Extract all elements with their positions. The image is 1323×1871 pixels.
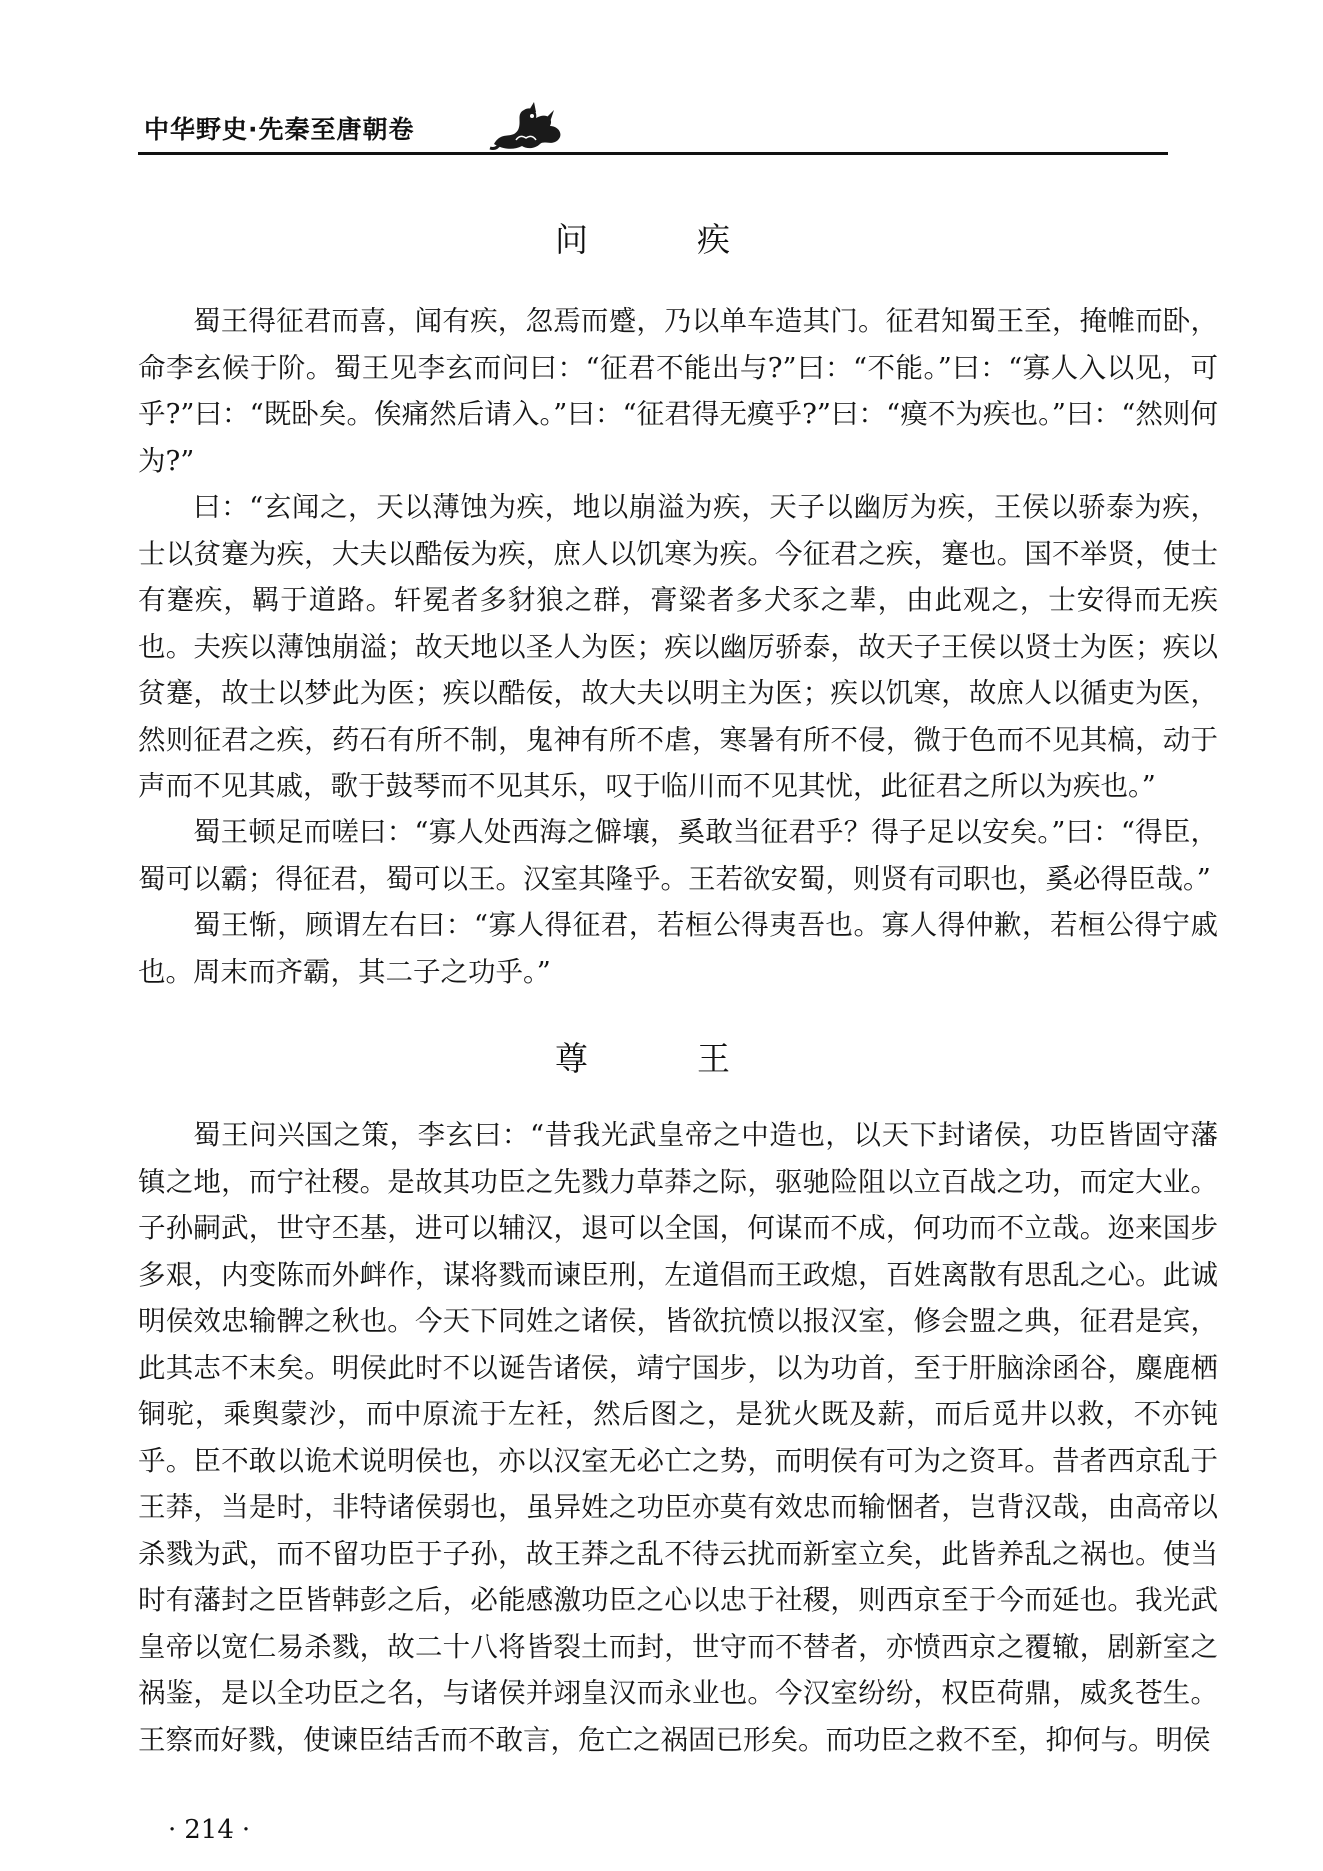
paragraph: 蜀王顿足而嗟曰：“寡人处西海之僻壤，奚敢当征君乎？得子足以安矣。”曰：“得臣，蜀可以霸；得征君，蜀可以王。汉室其隆乎。王若欲安蜀，则贤有司职也，奚必得臣哉。” xyxy=(138,816,1218,895)
dot-ornament: · xyxy=(168,1815,177,1845)
paragraph: 蜀王惭，顾谓左右曰：“寡人得征君，若桓公得夷吾也。寡人得仲歉，若桓公得宁戚也。周末而齐霸，其二子之功乎。” xyxy=(138,909,1218,988)
paragraph: 蜀王得征君而喜，闻有疾，忽焉而蹙，乃以单车造其门。征君知蜀王至，掩帷而卧，命李玄候于阶。蜀王见李玄而问曰：“征君不能出与?”曰：“不能。”曰：“寡人入以见，可乎?”曰：“既卧矣。俟痛然后请入。”曰：“征君得无瘼乎?”曰：“瘼不为疾也。”曰：“然则何为?” xyxy=(138,305,1218,477)
dot-ornament: · xyxy=(241,1815,251,1845)
paragraph: 蜀王问兴国之策，李玄曰：“昔我光武皇帝之中造也，以天下封诸侯，功臣皆固守藩镇之地，而宁社稷。是故其功臣之先戮力草莽之际，驱驰险阻以立百战之功，而定大业。子孙嗣武，世守丕基，进可以辅汉，退可以全国，何谋而不成，何功而不立哉。迩来国步多艰，内变陈而外衅作，谋将戮而谏臣刑，左道倡而王政熄，百姓离散有思乱之心。此诚明侯效忠输髀之秋也。今天下同姓之诸侯，皆欲抗愤以报汉室，修会盟之典，征君是宾，此其志不末矣。明侯此时不以诞告诸侯，靖宁国步，以为功首，至于肝脑涂函谷，麋鹿栖铜驼，乘舆蒙沙，而中原流于左衽，然后图之，是犹火既及薪，而后觅井以救，不亦钝乎。臣不敢以诡术说明侯也，亦以汉室无必亡之势，而明侯有可为之资耳。昔者西京乱于王莽，当是时，非特诸侯弱也，虽异姓之功臣亦莫有效忠而输悃者，岂背汉哉，由高帝以杀戮为武，而不留功臣于子孙，故王莽之乱不待云扰而新室立矣，此皆养乱之祸也。使当时有藩封之臣皆韩彭之后，必能感激功臣之心以忠于社稷，则西京至于今而延也。我光武皇帝以宽仁易杀戮，故二十八将皆裂土而封，世守而不替者，亦愤西京之覆辙，剧新室之祸鉴，是以全功臣之名，与诸侯并翊皇汉而永业也。今汉室纷纷，权臣荷鼎，威炙苍生。王察而好戮，使谏臣结舌而不敢言，危亡之祸固已形矣。而功臣之救不至，抑何与。明侯 xyxy=(138,1119,1218,1756)
page-number-value: 214 xyxy=(184,1815,234,1845)
running-header xyxy=(138,100,1168,160)
header-rule xyxy=(138,152,1168,155)
page-number xyxy=(160,1815,258,1845)
section-title-wenji: 问 疾 xyxy=(555,220,768,259)
paragraph: 曰：“玄闻之，天以薄蚀为疾，地以崩溢为疾，天子以幽厉为疾，王侯以骄泰为疾，士以贫蹇为疾，大夫以酷佞为疾，庶人以饥寒为疾。今征君之疾，蹇也。国不举贤，使士有蹇疾，羁于道路。轩冕者多豺狼之群，膏粱者多犬豕之辈，由此观之，士安得而无疾也。夫疾以薄蚀崩溢；故天地以圣人为医；疾以幽厉骄泰，故天子王侯以贤士为医；疾以贫蹇，故士以梦此为医；疾以酷佞，故大夫以明主为医；疾以饥寒，故庶人以循吏为医，然则征君之疾，药石有所不制，鬼神有所不虐，寒暑有所不侵，微于色而不见其槁，动于声而不见其戚，歌于鼓琴而不见其乐，叹于临川而不见其忧，此征君之所以为疾也。” xyxy=(138,491,1218,802)
section-title-zunwang: 尊 王 xyxy=(555,1039,768,1078)
dragon-icon xyxy=(488,100,568,152)
book-title: 中华野史·先秦至唐朝卷 xyxy=(144,115,415,144)
